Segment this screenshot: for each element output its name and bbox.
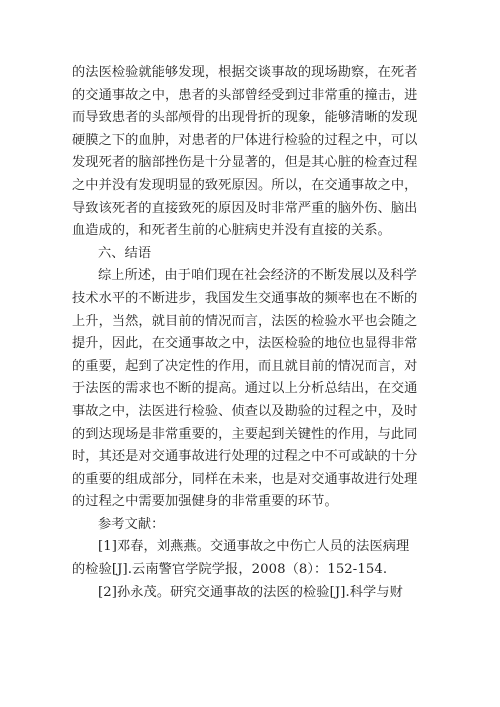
text-line: 的检验[J].云南警官学院学报，2008（8）：152-154.	[72, 562, 388, 578]
text-line: 的到达现场是非常重要的，主要起到关键性的作用，与此同	[72, 426, 418, 442]
text-line: 的过程之中需要加强健身的非常重要的环节。	[72, 494, 338, 510]
text-line: 的交通事故之中，患者的头部曾经受到过非常重的撞击，进	[72, 87, 418, 103]
text-line: 提升，因此，在交通事故之中，法医检验的地位也显得非常	[72, 336, 418, 352]
text-line: 技术水平的不断进步，我国发生交通事故的频率也在不断的	[72, 290, 418, 306]
text-line: 而导致患者的头部颅骨的出现骨折的现象，能够清晰的发现	[72, 110, 418, 126]
text-line: 时，其还是对交通事故进行处理的过程之中不可或缺的十分	[72, 449, 418, 465]
text-line: [2]孙永茂。研究交通事故的法医的检验[J].科学与财	[98, 584, 403, 600]
text-line: 血造成的，和死者生前的心脏病史并没有直接的关系。	[72, 223, 391, 239]
text-line: 综上所述，由于咱们现在社会经济的不断发展以及科学	[98, 268, 417, 284]
text-line: 参考文献：	[98, 516, 165, 532]
text-line: [1]邓春，刘燕燕。交通事故之中伤亡人员的法医病理	[98, 539, 410, 555]
text-line: 的重要的组成部分，同样在未来，也是对交通事故进行处理	[72, 471, 418, 487]
text-line: 事故之中，法医进行检验、侦查以及勘验的过程之中，及时	[72, 403, 418, 419]
text-line: 的重要，起到了决定性的作用，而且就目前的情况而言，对	[72, 358, 418, 374]
text-line: 六、结语	[98, 245, 152, 261]
text-line: 上升，当然，就目前的情况而言，法医的检验水平也会随之	[72, 313, 418, 329]
text-line: 的法医检验就能够发现，根据交谈事故的现场勘察，在死者	[72, 65, 418, 80]
text-line: 于法医的需求也不断的提高。通过以上分析总结出，在交通	[72, 381, 418, 397]
document-body	[72, 62, 432, 604]
text-line: 导致该死者的直接致死的原因及时非常严重的脑外伤、脑出	[72, 200, 418, 216]
text-line: 之中并没有发现明显的致死原因。所以，在交通事故之中，	[72, 177, 418, 193]
text-line: 硬膜之下的血肿，对患者的尸体进行检验的过程之中，可以	[72, 132, 418, 148]
text-line: 发现死者的脑部挫伤是十分显著的，但是其心脏的检查过程	[72, 155, 418, 171]
